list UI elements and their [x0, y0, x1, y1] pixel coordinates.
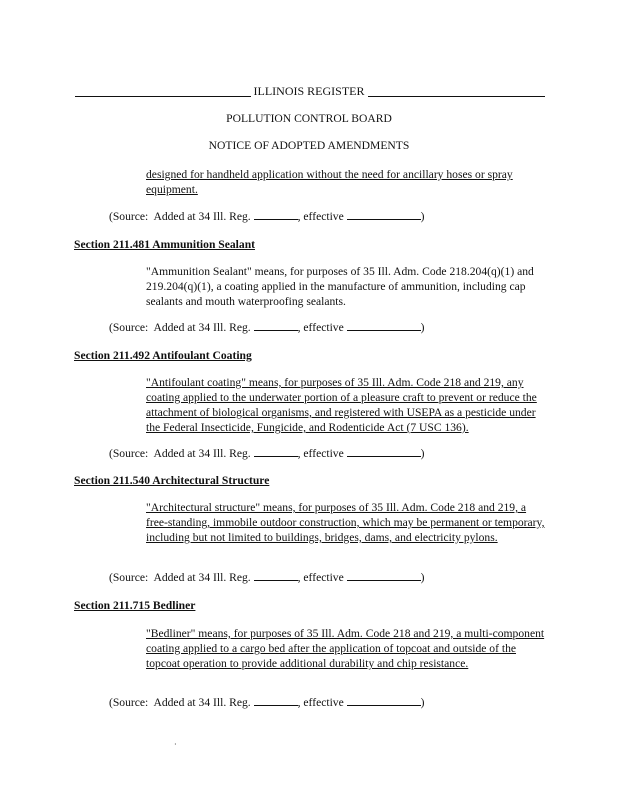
section-body: "Bedliner" means, for purposes of 35 Ill. Adm. Code 218 and 219, a multi-component coating applied to a cargo bed after the application of topcoat and outside of the topcoat operation to provide additional durability and chip resistance.: [146, 627, 545, 670]
section-body: "Ammunition Sealant" means, for purposes of 35 Ill. Adm. Code 218.204(q)(1) and 219.204(q)(1), a coating applied in the manufacture of ammunition, including cap sealants and mouth waterproofing sealants.: [146, 265, 534, 308]
section-body: "Architectural structure" means, for purposes of 35 Ill. Adm. Code 218 and 219, a free-standing, immobile outdoor construction, which may be permanent or temporary, including but not limited to buildings, bridges, dams, and electricity pylons.: [146, 501, 545, 544]
source-line: (Source: Added at 34 Ill. Reg. , effective ): [109, 571, 425, 584]
source-line: (Source: Added at 34 Ill. Reg. , effective ): [109, 210, 425, 223]
source-line: (Source: Added at 34 Ill. Reg. , effective ): [109, 321, 425, 334]
board-title: POLLUTION CONTROL BOARD: [226, 112, 392, 125]
source-line: (Source: Added at 34 Ill. Reg. , effective ): [109, 447, 425, 460]
register-title: ILLINOIS REGISTER: [0, 84, 618, 99]
section-body: "Antifoulant coating" means, for purposes of 35 Ill. Adm. Code 218 and 219, any coating applied to the underwater portion of a pleasure craft to prevent or reduce the attachment of biological organisms, and registered with USEPA as a pesticide under the Federal Insecticide, Fungicide, and Rodenticide Act (7 USC 136).: [146, 376, 537, 434]
section-heading: Section 211.715 Bedliner: [74, 599, 196, 612]
source-line: (Source: Added at 34 Ill. Reg. , effective ): [109, 696, 425, 709]
section-heading: Section 211.540 Architectural Structure: [74, 474, 270, 487]
scan-speck: ·: [174, 740, 177, 749]
section-heading: Section 211.492 Antifoulant Coating: [74, 349, 252, 362]
notice-title: NOTICE OF ADOPTED AMENDMENTS: [208, 139, 410, 152]
intro-paragraph: designed for handheld application without the need for ancillary hoses or spray equipment.: [146, 168, 513, 196]
section-heading: Section 211.481 Ammunition Sealant: [74, 238, 256, 251]
